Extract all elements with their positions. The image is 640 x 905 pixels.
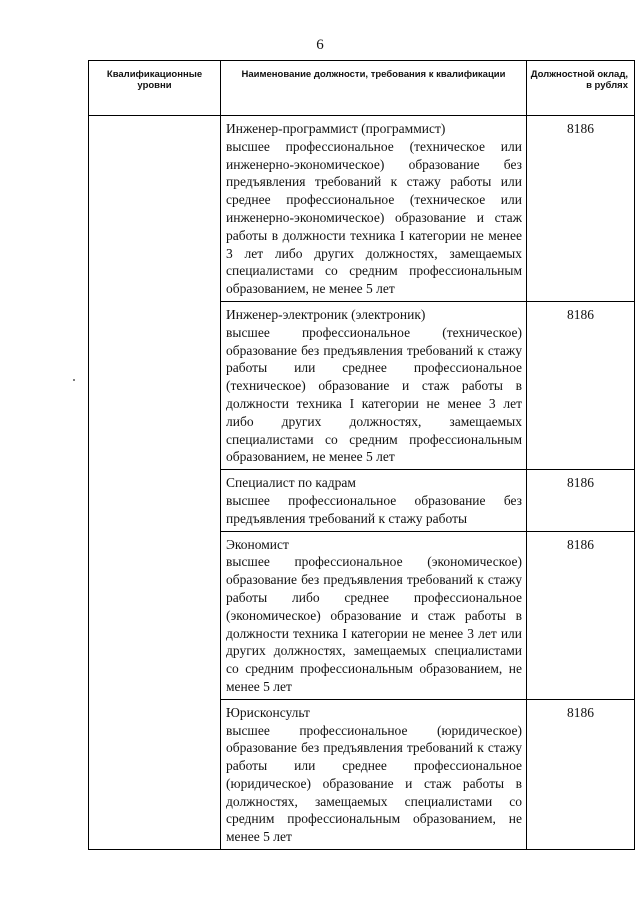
position-title: Экономист	[226, 536, 289, 552]
header-position: Наименование должности, требования к квалификации	[221, 61, 527, 116]
margin-mark	[73, 379, 75, 381]
qualification-table	[88, 60, 635, 850]
salary-cell: 8186	[527, 531, 635, 699]
position-requirements: высшее профессиональное (техническое) образование без предъявления требований к стажу работы или среднее профессиональное (техническое) образование и стаж работы в должности техника I категории не менее 3 лет либо других должностях, замещаемых специалистами со средним профессиональным образованием, не менее 5 лет	[226, 324, 522, 465]
position-title: Специалист по кадрам	[226, 475, 356, 491]
level-cell	[89, 116, 221, 850]
position-requirements: высшее профессиональное (техническое или инженерно-экономическое) образование без предъявления требований к стажу работы или среднее профессиональное (техническое или инженерно-экономическое) образование и стаж работы в должности техника I категории не менее 3 лет либо других должностях, замещаемых специалистами со средним профессиональным образованием, не менее 5 лет	[226, 138, 522, 297]
table-row	[89, 116, 635, 302]
page-number: 6	[316, 37, 324, 53]
salary-cell: 8186	[527, 116, 635, 302]
position-requirements: высшее профессиональное образование без предъявления требований к стажу работы	[226, 492, 522, 526]
position-cell	[221, 116, 527, 302]
salary-cell: 8186	[527, 301, 635, 469]
position-requirements: высшее профессиональное (экономическое) образование без предъявления требований к стажу работы либо среднее профессиональное (экономическое) образование и стаж работы в должности техника I категории не менее 3 лет или других должностях, замещаемых специалистами со средним профессиональным образованием, не менее 5 лет	[226, 554, 522, 694]
position-cell	[221, 470, 527, 531]
position-title: Инженер-электроник (электроник)	[226, 306, 426, 322]
header-salary: Должностной оклад, в рублях	[527, 61, 635, 116]
position-cell	[221, 699, 527, 849]
position-cell	[221, 531, 527, 699]
position-title: Юрисконсульт	[226, 704, 310, 720]
position-cell	[221, 301, 527, 469]
table-header-row	[89, 61, 635, 116]
salary-cell: 8186	[527, 470, 635, 531]
header-levels: Квалификационные уровни	[89, 61, 221, 116]
position-title: Инженер-программист (программист)	[226, 121, 446, 136]
salary-cell: 8186	[527, 699, 635, 849]
position-requirements: высшее профессиональное (юридическое) образование без предъявления требований к стажу работы или среднее профессиональное (юридическое) образование и стаж работы в должностях, замещаемых специалистами со средним профессиональным образованием, не менее 5 лет	[226, 722, 522, 845]
